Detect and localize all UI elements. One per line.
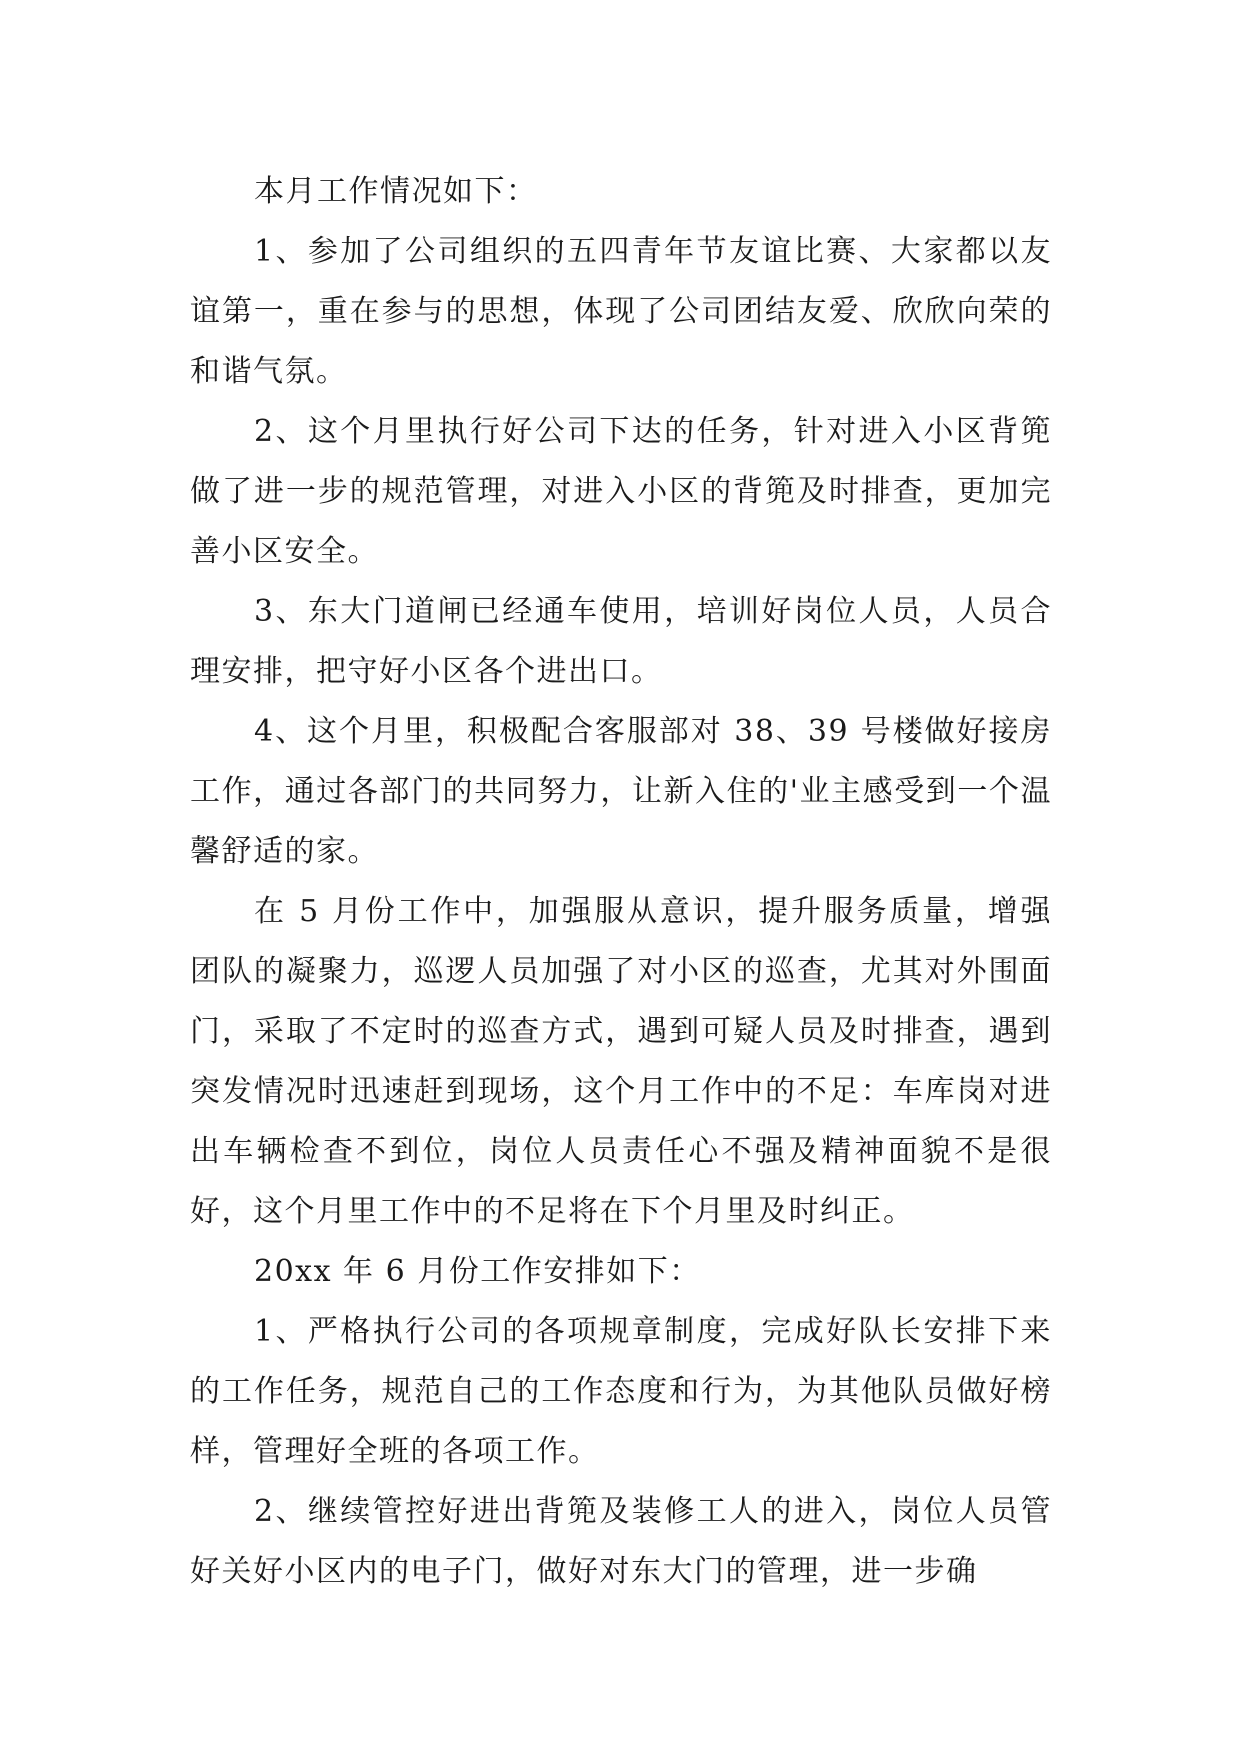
paragraph-monthly-summary-heading: 本月工作情况如下： — [254, 174, 538, 209]
paragraph-item-1-friendship-match: 1、参加了公司组织的五四青年节友谊比赛、大家都以友谊第一，重在参与的思想，体现了公司团结友爱、欣欣向荣的和谐气氛。 — [190, 234, 1052, 389]
paragraph-plan-item-1: 1、严格执行公司的各项规章制度，完成好队长安排下来的工作任务，规范自己的工作态度和行为，为其他队员做好榜样，管理好全班的各项工作。 — [190, 1314, 1052, 1469]
document-body — [190, 162, 1052, 1602]
paragraph-item-2-community-management: 2、这个月里执行好公司下达的任务，针对进入小区背篼做了进一步的规范管理，对进入小区的背篼及时排查，更加完善小区安全。 — [190, 414, 1052, 569]
paragraph-plan-item-2: 2、继续管控好进出背篼及装修工人的进入，岗位人员管好关好小区内的电子门，做好对东大门的管理，进一步确 — [190, 1494, 1052, 1589]
paragraph-june-plan-heading: 20xx 年 6 月份工作安排如下： — [254, 1254, 701, 1289]
paragraph-item-4-handover: 4、这个月里，积极配合客服部对 38、39 号楼做好接房工作，通过各部门的共同努力，让新入住的'业主感受到一个温馨舒适的家。 — [190, 714, 1052, 869]
paragraph-item-3-east-gate: 3、东大门道闸已经通车使用，培训好岗位人员，人员合理安排，把守好小区各个进出口。 — [190, 594, 1052, 689]
paragraph-may-work-review: 在 5 月份工作中，加强服从意识，提升服务质量，增强团队的凝聚力，巡逻人员加强了对小区的巡查，尤其对外围面门，采取了不定时的巡查方式，遇到可疑人员及时排查，遇到突发情况时迅速赶到现场，这个月工作中的不足：车库岗对进出车辆检查不到位，岗位人员责任心不强及精神面貌不是很好，这个月里工作中的不足将在下个月里及时纠正。 — [190, 894, 1052, 1229]
